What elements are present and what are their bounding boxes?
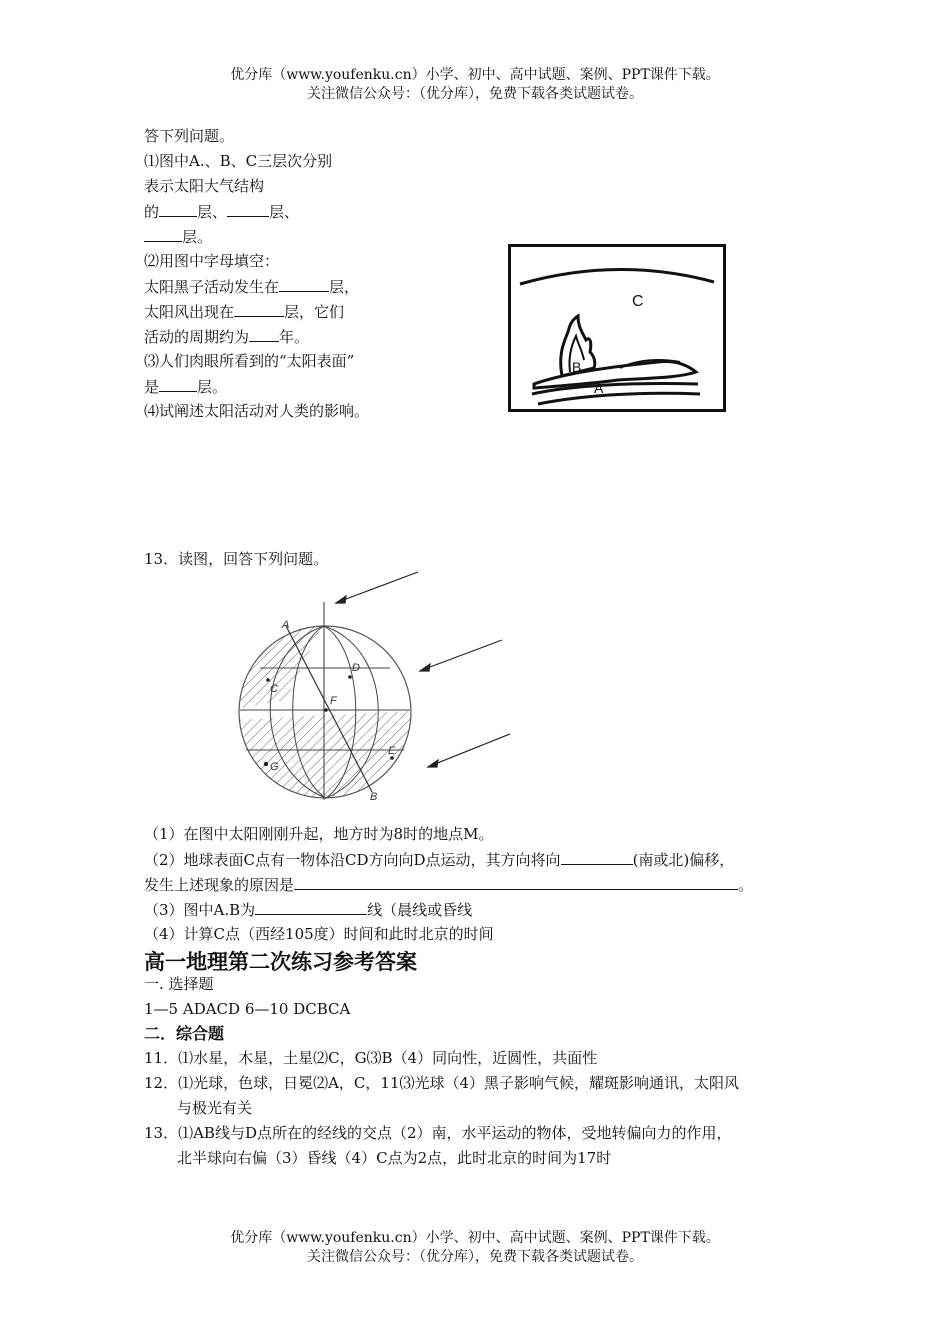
page-footer [0, 1229, 950, 1267]
footer-line-2: 关注微信公众号：（优分库），免费下载各类试题试卷。 [307, 1249, 643, 1265]
q13-s2-line1 [144, 849, 734, 870]
night-hatching [232, 610, 432, 805]
answer-blank[interactable] [144, 226, 182, 242]
q12-p3-line1: ⑶人们肉眼所看到的“太阳表面” [144, 352, 355, 370]
q12-text: 的 [144, 203, 160, 221]
label-g: G [270, 761, 279, 773]
q13-text: 线（晨线或昏线 [367, 901, 473, 919]
label-f: F [330, 695, 337, 707]
q12-p1-line1: ⑴图中A.、B、C三层次分别 [144, 152, 333, 170]
header-line-1: 优分库（www.youfenku.cn）小学、初中、高中试题、案例、PPT课件下载。 [230, 67, 720, 83]
q12-text: 太阳黑子活动发生在 [144, 278, 280, 296]
answer-blank[interactable] [159, 201, 197, 217]
answer-blank[interactable] [159, 376, 197, 392]
q12-text: 太阳风出现在 [144, 303, 235, 321]
q12-text: 活动的周期约为 [144, 328, 250, 346]
q13-s2-line2 [144, 874, 753, 895]
q12-text: 层、 [197, 203, 228, 221]
label-b: B [370, 791, 378, 803]
q12-text: 年。 [279, 328, 310, 346]
answer-12-line1: 12．⑴光球，色球，日冕⑵A，C，11⑶光球（4）黑子影响气候，耀斑影响通讯，太阳风 [144, 1074, 740, 1092]
answer-blank[interactable] [561, 849, 633, 865]
q12-p2-line1: ⑵用图中字母填空： [144, 252, 280, 270]
q12-text: 层。 [197, 378, 228, 396]
q12-text: 层、 [269, 203, 300, 221]
q13-text: （3）图中A.B为 [144, 901, 256, 919]
label-c: C [270, 683, 278, 695]
q12-p4: ⑷试阐述太阳活动对人类的影响。 [144, 402, 370, 420]
q12-text: 是 [144, 378, 160, 396]
label-b: B [572, 359, 582, 375]
label-a: A [282, 619, 290, 631]
page-header [0, 66, 950, 104]
answer-11: 11．⑴水星，木星，土星⑵C，G⑶B（4）同向性，近圆性，共面性 [144, 1049, 598, 1067]
answer-13-line1: 13．⑴AB线与D点所在的经线的交点（2）南，水平运动的物体，受地转偏向力的作用， [144, 1124, 732, 1142]
q12-p3-line2 [144, 376, 227, 397]
footer-line-1: 优分库（www.youfenku.cn）小学、初中、高中试题、案例、PPT课件下载。 [230, 1230, 720, 1246]
sun-atmosphere-figure [508, 244, 726, 412]
answer-blank[interactable] [294, 874, 738, 890]
answer-blank[interactable] [255, 899, 367, 915]
answer-blank[interactable] [234, 301, 284, 317]
q12-p2-line3 [144, 301, 344, 322]
q12-text: 层，它们 [284, 303, 345, 321]
label-e: E [388, 745, 396, 757]
q12-p2-line2 [144, 276, 359, 297]
label-d: D [352, 662, 360, 674]
answer-blank[interactable] [227, 201, 269, 217]
q13-text: 发生上述现象的原因是 [144, 876, 295, 894]
label-a: A [594, 380, 604, 396]
q13-s3 [144, 899, 472, 920]
point-g [264, 762, 268, 766]
q12-p1-line2: 表示太阳大气结构 [144, 177, 265, 195]
answers-title: 高一地理第二次练习参考答案 [144, 950, 417, 974]
q12-p2-line4 [144, 326, 309, 347]
point-d [348, 675, 352, 679]
answer-blank[interactable] [279, 276, 329, 292]
answers-choice: 1—5 ADACD 6—10 DCBCA [144, 1000, 351, 1018]
answers-section2: 二．综合题 [144, 1024, 225, 1043]
q12-p1-line3 [144, 201, 299, 222]
q12-p1-line4 [144, 226, 212, 247]
point-f [324, 708, 328, 712]
q12-text: 层。 [182, 228, 213, 246]
q12-text: 层， [329, 278, 360, 296]
answer-blank[interactable] [249, 326, 279, 342]
q13-s4: （4）计算C点（西经105度）时间和此时北京的时间 [144, 925, 494, 943]
q13-s1: （1）在图中太阳刚刚升起，地方时为8时的地点M。 [144, 825, 494, 843]
answer-12-line2: 与极光有关 [177, 1099, 253, 1117]
q12-intro: 答下列问题。 [144, 127, 235, 145]
q13-text: 。 [738, 876, 754, 894]
answers-section1: 一. 选择题 [144, 975, 214, 993]
answer-13-line2: 北半球向右偏（3）昏线（4）C点为2点，此时北京的时间为17时 [177, 1149, 612, 1167]
earth-illumination-figure [232, 570, 517, 805]
q13-intro: 13．读图，回答下列问题。 [144, 550, 329, 568]
point-c [266, 678, 270, 682]
header-line-2: 关注微信公众号：（优分库），免费下载各类试题试卷。 [307, 86, 643, 102]
q13-text: （2）地球表面C点有一物体沿CD方向向D点运动，其方向将向 [144, 851, 561, 869]
q13-text: (南或北)偏移， [632, 851, 735, 869]
label-c: C [632, 293, 644, 310]
